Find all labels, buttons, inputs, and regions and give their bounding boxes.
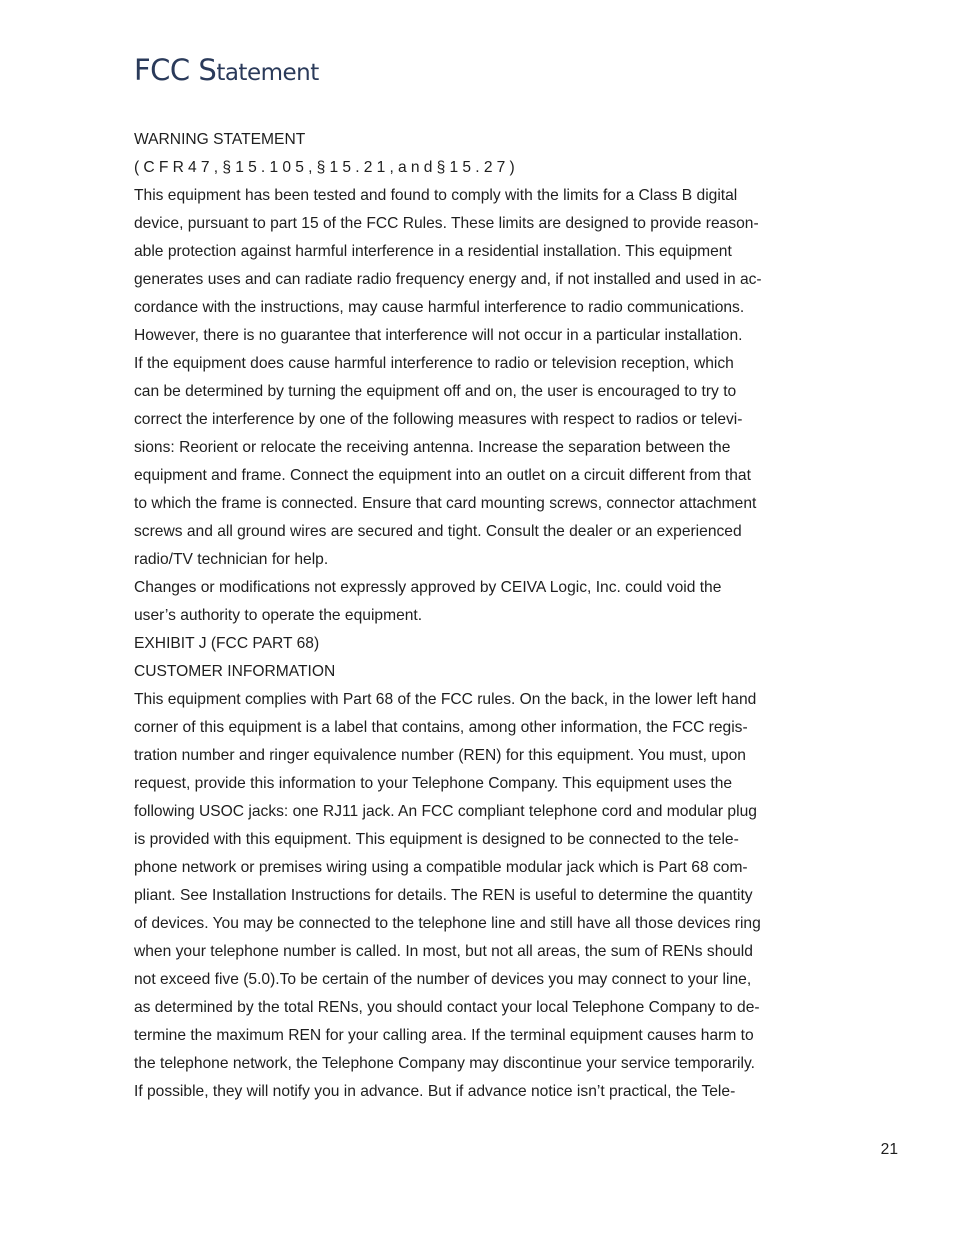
page-title-initial: FCC S — [134, 53, 217, 87]
body-line: termine the maximum REN for your calling area. If the terminal equipment causes harm to — [134, 1027, 754, 1044]
body-line: generates uses and can radiate radio frequency energy and, if not installed and used in ac- — [134, 271, 762, 288]
page-number: 21 — [880, 1141, 898, 1158]
section-heading-exhibit-j: EXHIBIT J (FCC PART 68) — [134, 635, 320, 652]
body-line: This equipment complies with Part 68 of the FCC rules. On the back, in the lower left hand — [134, 691, 757, 708]
section-heading-customer-information: CUSTOMER INFORMATION — [134, 663, 336, 680]
body-line: able protection against harmful interference in a residential installation. This equipment — [134, 243, 732, 260]
body-line: device, pursuant to part 15 of the FCC Rules. These limits are designed to provide reason- — [134, 215, 759, 232]
document-body — [134, 126, 824, 1106]
body-line: radio/TV technician for help. — [134, 551, 329, 568]
body-line: following USOC jacks: one RJ11 jack. An FCC compliant telephone cord and modular plug — [134, 803, 757, 820]
body-line: request, provide this information to your Telephone Company. This equipment uses the — [134, 775, 733, 792]
body-line: corner of this equipment is a label that contains, among other information, the FCC regis- — [134, 719, 748, 736]
body-line: is provided with this equipment. This equipment is designed to be connected to the tele- — [134, 831, 739, 848]
page-title — [134, 50, 319, 93]
body-line: not exceed five (5.0).To be certain of the number of devices you may connect to your line, — [134, 971, 752, 988]
body-line: tration number and ringer equivalence number (REN) for this equipment. You must, upon — [134, 747, 746, 764]
body-line: user’s authority to operate the equipment. — [134, 607, 423, 624]
body-line: pliant. See Installation Instructions for details. The REN is useful to determine the quantity — [134, 887, 753, 904]
body-line: Changes or modifications not expressly approved by CEIVA Logic, Inc. could void the — [134, 579, 722, 596]
body-line: as determined by the total RENs, you should contact your local Telephone Company to de- — [134, 999, 760, 1016]
body-line: However, there is no guarantee that interference will not occur in a particular installation. — [134, 327, 743, 344]
body-line: phone network or premises wiring using a compatible modular jack which is Part 68 com- — [134, 859, 748, 876]
body-line: cordance with the instructions, may cause harmful interference to radio communications. — [134, 299, 745, 316]
page-title-rest: tatement — [216, 60, 319, 86]
cfr-reference: (CFR47,§15.105,§15.21,and§15.27) — [134, 159, 519, 176]
body-line: If possible, they will notify you in advance. But if advance notice isn’t practical, the Tele- — [134, 1083, 736, 1100]
body-line: This equipment has been tested and found to comply with the limits for a Class B digital — [134, 187, 738, 204]
body-line: sions: Reorient or relocate the receiving antenna. Increase the separation between the — [134, 439, 731, 456]
body-line: screws and all ground wires are secured and tight. Consult the dealer or an experienced — [134, 523, 742, 540]
body-line: the telephone network, the Telephone Company may discontinue your service temporarily. — [134, 1055, 755, 1072]
body-line: when your telephone number is called. In most, but not all areas, the sum of RENs should — [134, 943, 753, 960]
body-line: equipment and frame. Connect the equipment into an outlet on a circuit different from that — [134, 467, 751, 484]
body-line: If the equipment does cause harmful interference to radio or television reception, which — [134, 355, 734, 372]
body-line: to which the frame is connected. Ensure that card mounting screws, connector attachment — [134, 495, 757, 512]
body-line: can be determined by turning the equipment off and on, the user is encouraged to try to — [134, 383, 737, 400]
section-heading-warning-statement: WARNING STATEMENT — [134, 131, 306, 148]
body-line: correct the interference by one of the following measures with respect to radios or televi- — [134, 411, 743, 428]
body-line: of devices. You may be connected to the telephone line and still have all those devices ring — [134, 915, 761, 932]
